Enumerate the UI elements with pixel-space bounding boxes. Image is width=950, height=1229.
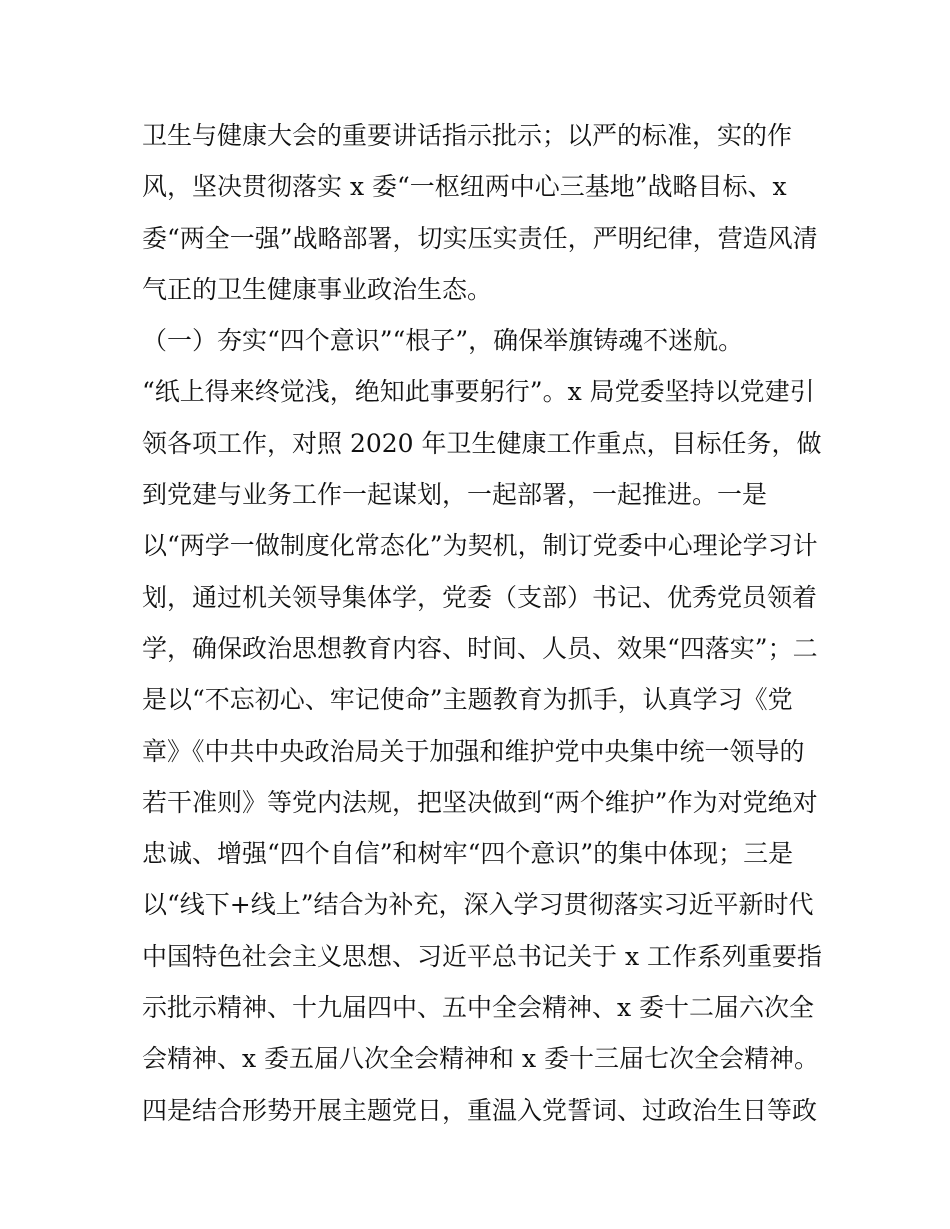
section-heading: （一）夯实“四个意识”“根子”，确保举旗铸魂不迷航。 — [142, 326, 744, 356]
text-line: 划，通过机关领导集体学，党委（支部）书记、优秀党员领着 — [142, 582, 818, 612]
body-text — [142, 110, 822, 1136]
text-line: 章》《中共中央政治局关于加强和维护党中央集中统一领导的 — [142, 736, 805, 766]
text-line: 会精神、x 委五届八次全会精神和 x 委十三届七次全会精神。 — [142, 1044, 820, 1074]
text-line: 示批示精神、十九届四中、五中全会精神、x 委十二届六次全 — [142, 993, 815, 1023]
text-line: 以“两学一做制度化常态化”为契机，制订党委中心理论学习计 — [142, 531, 818, 561]
text-line: 忠诚、增强“四个自信”和树牢“四个意识”的集中体现；三是 — [142, 839, 794, 869]
text-line: 以“线下+线上”结合为补充，深入学习贯彻落实习近平新时代 — [142, 890, 814, 920]
text-line: 学，确保政治思想教育内容、时间、人员、效果“四落实”；二 — [142, 633, 818, 663]
text-line: 到党建与业务工作一起谋划，一起部署，一起推进。一是 — [142, 480, 768, 510]
text-line: 风，坚决贯彻落实 x 委“一枢纽两中心三基地”战略目标、x — [142, 172, 787, 202]
text-line: 中国特色社会主义思想、习近平总书记关于 x 工作系列重要指 — [142, 941, 822, 971]
text-line: 四是结合形势开展主题党日，重温入党誓词、过政治生日等政 — [142, 1095, 818, 1125]
text-line: 气正的卫生健康事业政治生态。 — [142, 274, 493, 304]
text-line: 领各项工作，对照 2020 年卫生健康工作重点，目标任务，做 — [142, 428, 822, 458]
text-line: 委“两全一强”战略部署，切实压实责任，严明纪律，营造风清 — [142, 223, 818, 253]
text-line: 若干准则》等党内法规，把坚决做到“两个维护”作为对党绝对 — [142, 787, 818, 817]
text-line: 是以“不忘初心、牢记使命”主题教育为抓手，认真学习《党 — [142, 685, 793, 715]
text-line: “纸上得来终觉浅，绝知此事要躬行”。x 局党委坚持以党建引 — [142, 377, 815, 407]
text-line: 卫生与健康大会的重要讲话指示批示；以严的标准，实的作 — [142, 121, 793, 150]
